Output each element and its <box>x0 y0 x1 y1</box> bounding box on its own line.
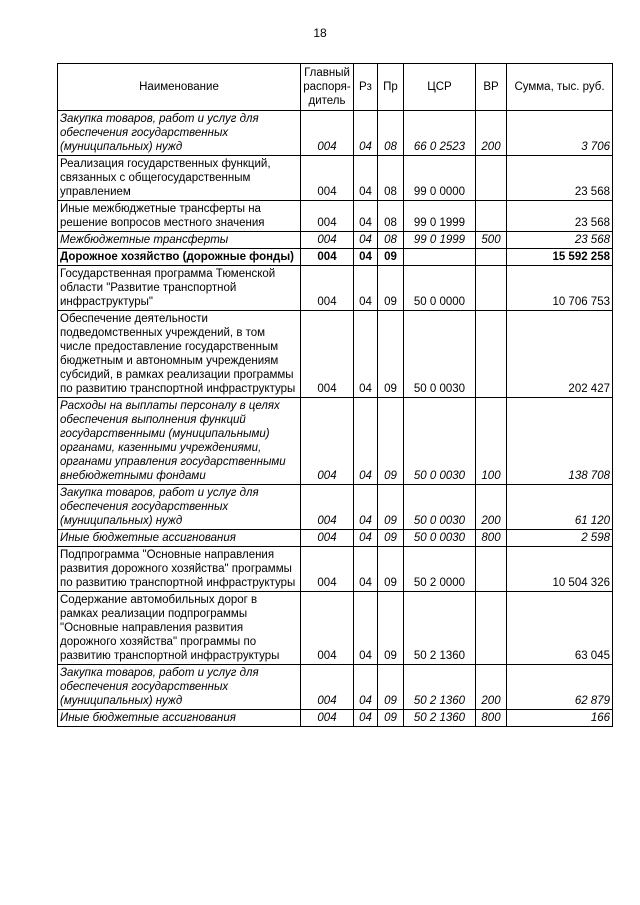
cell-pr: 09 <box>378 398 404 485</box>
cell-glav: 004 <box>301 485 354 530</box>
cell-vr: 200 <box>476 485 507 530</box>
cell-sum: 166 <box>507 710 613 727</box>
cell-pr: 09 <box>378 710 404 727</box>
cell-name: Закупка товаров, работ и услуг для обеспечения государственных (муниципальных) нужд <box>58 111 301 156</box>
cell-pr: 09 <box>378 665 404 710</box>
cell-rz: 04 <box>354 111 378 156</box>
cell-csr: 50 0 0030 <box>404 311 476 398</box>
header-csr: ЦСР <box>404 64 476 111</box>
cell-glav: 004 <box>301 311 354 398</box>
cell-vr <box>476 201 507 232</box>
table-row <box>58 530 613 547</box>
cell-rz: 04 <box>354 530 378 547</box>
cell-vr <box>476 249 507 266</box>
header-row <box>58 64 613 111</box>
cell-sum: 23 568 <box>507 156 613 201</box>
table-row <box>58 665 613 710</box>
cell-name: Обеспечение деятельности подведомственных учреждений, в том числе предоставление государственным бюджетным и автономным учреждениям субсидий, в рамках реализации программы по развитию транспортной инфраструктуры <box>58 311 301 398</box>
cell-pr: 08 <box>378 111 404 156</box>
cell-name: Межбюджетные трансферты <box>58 232 301 249</box>
cell-glav: 004 <box>301 547 354 592</box>
cell-rz: 04 <box>354 311 378 398</box>
cell-pr: 08 <box>378 156 404 201</box>
table-row <box>58 266 613 311</box>
cell-pr: 09 <box>378 547 404 592</box>
cell-sum: 10 504 326 <box>507 547 613 592</box>
cell-pr: 09 <box>378 311 404 398</box>
header-glav: Главный распоря-дитель <box>301 64 354 111</box>
cell-glav: 004 <box>301 592 354 665</box>
cell-rz: 04 <box>354 547 378 592</box>
table-row <box>58 111 613 156</box>
cell-pr: 09 <box>378 592 404 665</box>
cell-sum: 23 568 <box>507 201 613 232</box>
cell-glav: 004 <box>301 398 354 485</box>
cell-glav: 004 <box>301 266 354 311</box>
table-row <box>58 156 613 201</box>
header-vr: ВР <box>476 64 507 111</box>
cell-name: Закупка товаров, работ и услуг для обеспечения государственных (муниципальных) нужд <box>58 485 301 530</box>
cell-vr <box>476 266 507 311</box>
cell-rz: 04 <box>354 485 378 530</box>
cell-glav: 004 <box>301 710 354 727</box>
cell-csr: 50 2 1360 <box>404 592 476 665</box>
cell-name: Иные бюджетные ассигнования <box>58 530 301 547</box>
cell-name: Подпрограмма "Основные направления развития дорожного хозяйства" программы по развитию транспортной инфраструктуры <box>58 547 301 592</box>
cell-vr <box>476 547 507 592</box>
table-row <box>58 710 613 727</box>
cell-rz: 04 <box>354 201 378 232</box>
cell-rz: 04 <box>354 398 378 485</box>
cell-sum: 63 045 <box>507 592 613 665</box>
header-rz: Рз <box>354 64 378 111</box>
cell-csr: 50 0 0030 <box>404 530 476 547</box>
cell-rz: 04 <box>354 249 378 266</box>
cell-sum: 61 120 <box>507 485 613 530</box>
table-row <box>58 249 613 266</box>
cell-rz: 04 <box>354 592 378 665</box>
cell-csr: 50 2 1360 <box>404 710 476 727</box>
cell-name: Государственная программа Тюменской области "Развитие транспортной инфраструктуры" <box>58 266 301 311</box>
cell-vr: 800 <box>476 710 507 727</box>
cell-sum: 62 879 <box>507 665 613 710</box>
cell-glav: 004 <box>301 665 354 710</box>
cell-pr: 09 <box>378 485 404 530</box>
cell-vr <box>476 592 507 665</box>
cell-sum: 3 706 <box>507 111 613 156</box>
cell-sum: 23 568 <box>507 232 613 249</box>
cell-csr: 50 0 0030 <box>404 485 476 530</box>
table-row <box>58 311 613 398</box>
cell-csr: 50 0 0000 <box>404 266 476 311</box>
cell-glav: 004 <box>301 156 354 201</box>
cell-rz: 04 <box>354 156 378 201</box>
cell-csr: 50 2 0000 <box>404 547 476 592</box>
cell-sum: 15 592 258 <box>507 249 613 266</box>
cell-name: Иные межбюджетные трансферты на решение вопросов местного значения <box>58 201 301 232</box>
cell-rz: 04 <box>354 232 378 249</box>
cell-vr: 800 <box>476 530 507 547</box>
cell-vr <box>476 311 507 398</box>
cell-csr: 66 0 2523 <box>404 111 476 156</box>
budget-table <box>57 63 613 727</box>
cell-glav: 004 <box>301 249 354 266</box>
cell-name: Расходы на выплаты персоналу в целях обеспечения выполнения функций государственными (муниципальными) органами, казенными учреждениями, органами управления государственными внебюджетными фондами <box>58 398 301 485</box>
cell-sum: 2 598 <box>507 530 613 547</box>
cell-vr: 100 <box>476 398 507 485</box>
header-sum: Сумма, тыс. руб. <box>507 64 613 111</box>
cell-csr: 99 0 0000 <box>404 156 476 201</box>
cell-glav: 004 <box>301 111 354 156</box>
cell-rz: 04 <box>354 266 378 311</box>
cell-pr: 08 <box>378 232 404 249</box>
cell-csr: 99 0 1999 <box>404 232 476 249</box>
cell-vr: 200 <box>476 111 507 156</box>
cell-csr: 50 0 0030 <box>404 398 476 485</box>
cell-name: Дорожное хозяйство (дорожные фонды) <box>58 249 301 266</box>
cell-vr: 200 <box>476 665 507 710</box>
table-row <box>58 232 613 249</box>
cell-csr: 99 0 1999 <box>404 201 476 232</box>
cell-rz: 04 <box>354 665 378 710</box>
cell-sum: 202 427 <box>507 311 613 398</box>
cell-pr: 08 <box>378 201 404 232</box>
cell-csr <box>404 249 476 266</box>
table-row <box>58 201 613 232</box>
table-row <box>58 547 613 592</box>
cell-rz: 04 <box>354 710 378 727</box>
cell-name: Иные бюджетные ассигнования <box>58 710 301 727</box>
cell-name: Содержание автомобильных дорог в рамках реализации подпрограммы "Основные направления развития дорожного хозяйства" программы по развитию транспортной инфраструктуры <box>58 592 301 665</box>
table-row <box>58 592 613 665</box>
cell-name: Закупка товаров, работ и услуг для обеспечения государственных (муниципальных) нужд <box>58 665 301 710</box>
cell-glav: 004 <box>301 232 354 249</box>
cell-pr: 09 <box>378 266 404 311</box>
cell-pr: 09 <box>378 530 404 547</box>
cell-name: Реализация государственных функций, связанных с общегосударственным управлением <box>58 156 301 201</box>
cell-vr <box>476 156 507 201</box>
cell-csr: 50 2 1360 <box>404 665 476 710</box>
header-pr: Пр <box>378 64 404 111</box>
cell-vr: 500 <box>476 232 507 249</box>
cell-sum: 138 708 <box>507 398 613 485</box>
cell-sum: 10 706 753 <box>507 266 613 311</box>
header-name: Наименование <box>58 64 301 111</box>
cell-pr: 09 <box>378 249 404 266</box>
cell-glav: 004 <box>301 530 354 547</box>
page-number: 18 <box>313 26 327 40</box>
cell-glav: 004 <box>301 201 354 232</box>
table-row <box>58 398 613 485</box>
table-row <box>58 485 613 530</box>
